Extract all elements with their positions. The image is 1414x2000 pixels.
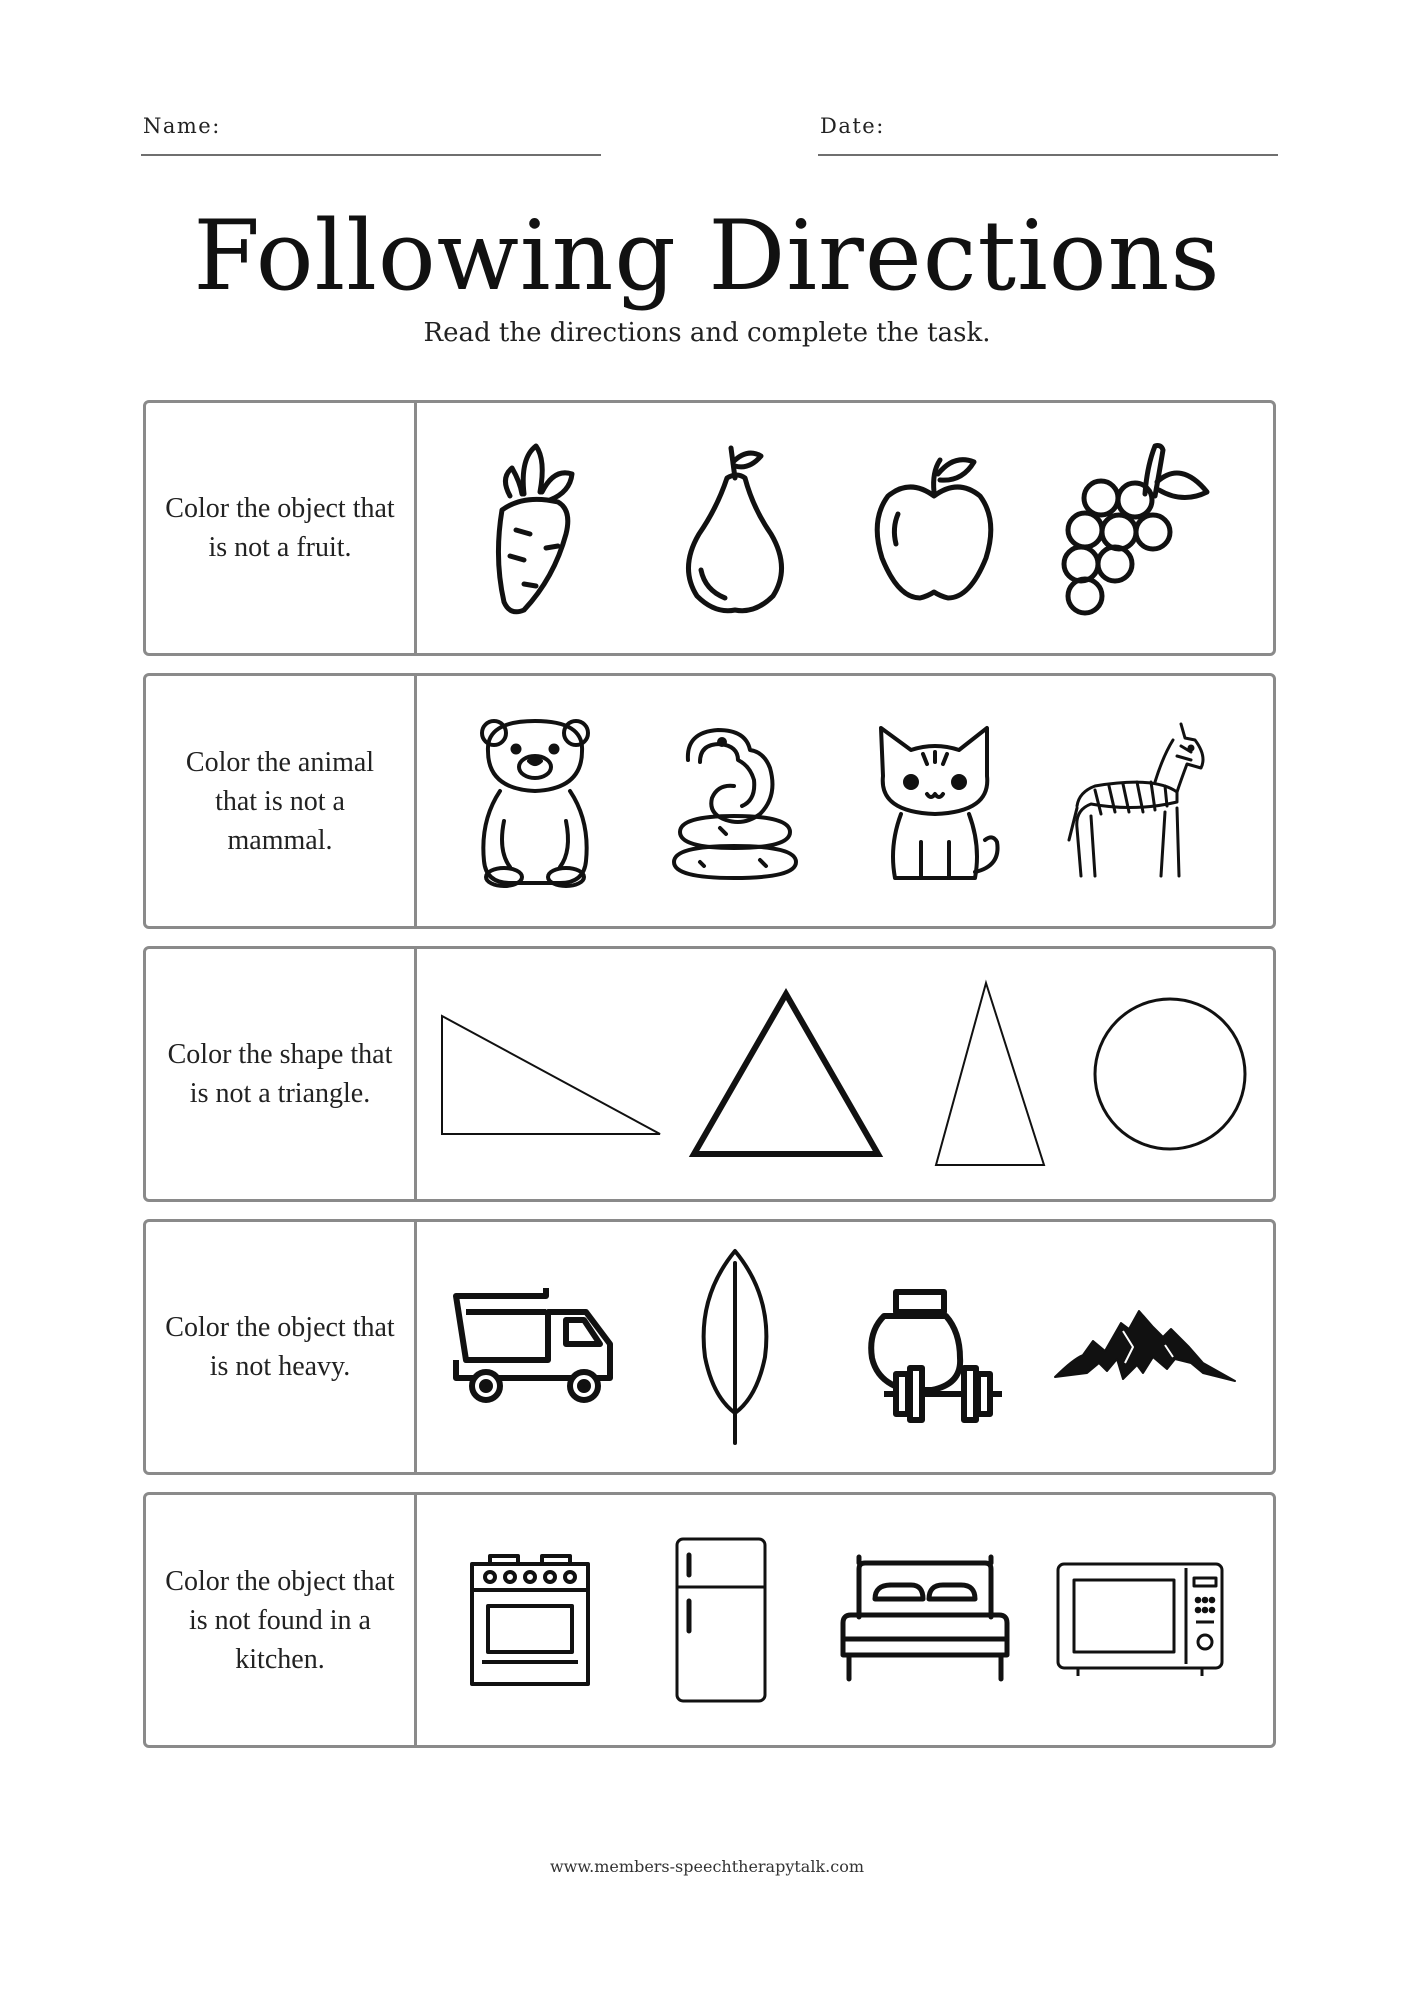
circle-icon[interactable]: [1080, 949, 1260, 1199]
carrot-icon[interactable]: [460, 403, 610, 653]
apple-icon[interactable]: [860, 403, 1010, 653]
name-field[interactable]: [141, 112, 601, 156]
picture-cell: [420, 676, 1273, 926]
zebra-icon[interactable]: [1060, 676, 1220, 926]
bear-icon[interactable]: [460, 676, 610, 926]
instruction-cell: [146, 403, 417, 653]
instruction-cell: [146, 1222, 417, 1472]
instruction-text: Color the shape that is not a triangle.: [167, 1039, 393, 1109]
bed-icon[interactable]: [840, 1495, 1010, 1745]
instruction-cell: [146, 1495, 417, 1745]
page-title: Following Directions: [193, 200, 1221, 312]
instruction-text: Color the object that is not a fruit.: [165, 493, 395, 563]
picture-cell: [420, 1495, 1273, 1745]
microwave-icon[interactable]: [1050, 1495, 1230, 1745]
pear-icon[interactable]: [660, 403, 810, 653]
name-label: Name:: [143, 114, 221, 138]
right-triangle-icon[interactable]: [436, 949, 666, 1199]
feather-icon[interactable]: [660, 1222, 810, 1472]
instruction-text: Color the animal that is not a mammal.: [185, 746, 375, 856]
cat-icon[interactable]: [860, 676, 1010, 926]
instruction-text: Color the object that is not found in a kitchen.: [165, 1565, 395, 1675]
weights-icon[interactable]: [860, 1222, 1010, 1472]
task-row-4: [143, 1219, 1276, 1475]
task-row-1: [143, 400, 1276, 656]
grapes-icon[interactable]: [1050, 403, 1220, 653]
picture-cell: [420, 403, 1273, 653]
truck-icon[interactable]: [440, 1222, 630, 1472]
snake-icon[interactable]: [660, 676, 810, 926]
date-field[interactable]: [818, 112, 1278, 156]
tall-triangle-icon[interactable]: [900, 949, 1080, 1199]
picture-cell: [420, 1222, 1273, 1472]
task-row-3: [143, 946, 1276, 1202]
stove-icon[interactable]: [450, 1495, 610, 1745]
instruction-cell: [146, 949, 417, 1199]
task-row-2: [143, 673, 1276, 929]
task-row-5: [143, 1492, 1276, 1748]
refrigerator-icon[interactable]: [646, 1495, 796, 1745]
picture-cell: [420, 949, 1273, 1199]
date-label: Date:: [820, 114, 885, 138]
page-subtitle: Read the directions and complete the task.: [423, 318, 991, 348]
equilateral-triangle-icon[interactable]: [676, 949, 896, 1199]
instruction-text: Color the object that is not heavy.: [165, 1312, 395, 1382]
instruction-cell: [146, 676, 417, 926]
footer-url[interactable]: www.members-speechtherapytalk.com: [549, 1857, 865, 1876]
mountain-icon[interactable]: [1050, 1222, 1240, 1472]
